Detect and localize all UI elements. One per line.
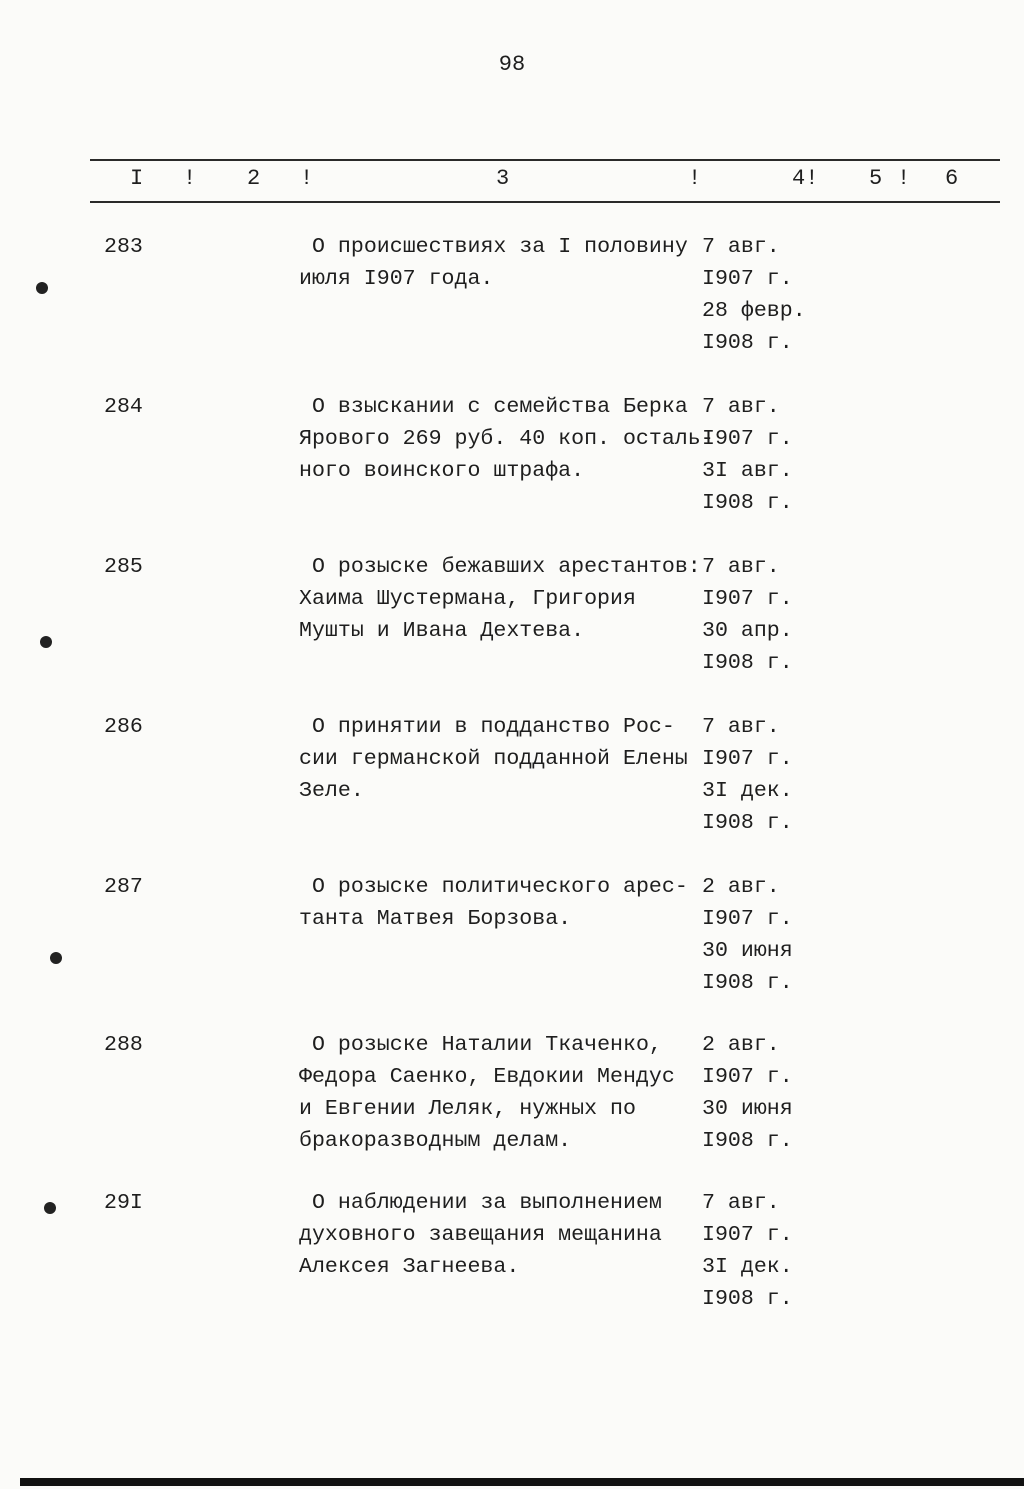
date-line: 30 июня [702, 939, 793, 963]
date-line: I908 г. [702, 651, 793, 675]
record-dates [702, 551, 793, 679]
header-bottom-rule [90, 201, 1000, 203]
record-dates [702, 1187, 793, 1315]
title-line: Алексея Загнеева. [299, 1255, 520, 1279]
date-line: I907 г. [702, 747, 793, 771]
title-line: О происшествиях за I половину [312, 235, 688, 259]
record-title [299, 1187, 662, 1283]
title-line: Мушты и Ивана Дехтева. [299, 619, 585, 643]
record-dates [702, 1029, 793, 1157]
title-line: ного воинского штрафа. [299, 459, 585, 483]
title-line: танта Матвея Борзова. [299, 907, 572, 931]
date-line: I908 г. [702, 811, 793, 835]
record-entry [0, 1029, 1024, 1169]
column-header-0: I [130, 166, 144, 191]
record-dates [702, 871, 793, 999]
record-dates [702, 711, 793, 839]
date-line: 30 июня [702, 1097, 793, 1121]
column-header-9: 6 [945, 166, 959, 191]
title-line: бракоразводным делам. [299, 1129, 572, 1153]
record-dates [702, 231, 806, 359]
date-line: I908 г. [702, 1129, 793, 1153]
binding-hole-mark [50, 952, 62, 964]
title-line: О принятии в подданство Рос- [312, 715, 675, 739]
title-line: О розыске политического арес- [312, 875, 688, 899]
record-number: 286 [104, 715, 143, 739]
record-title [299, 391, 714, 487]
title-line: и Евгении Леляк, нужных по [299, 1097, 636, 1121]
date-line: 3I дек. [702, 1255, 793, 1279]
record-number: 29I [104, 1191, 143, 1215]
date-line: I907 г. [702, 1223, 793, 1247]
date-line: 28 февр. [702, 299, 806, 323]
date-line: 3I дек. [702, 779, 793, 803]
title-line: духовного завещания мещанина [299, 1223, 662, 1247]
record-number: 285 [104, 555, 143, 579]
record-entry [0, 551, 1024, 691]
column-header-3: ! [300, 166, 314, 191]
record-entry [0, 391, 1024, 531]
column-header-7: 5 [869, 166, 883, 191]
record-number: 288 [104, 1033, 143, 1057]
record-number: 283 [104, 235, 143, 259]
date-line: 30 апр. [702, 619, 793, 643]
date-line: 7 авг. [702, 715, 780, 739]
date-line: I908 г. [702, 1287, 793, 1311]
record-entry [0, 1187, 1024, 1327]
record-entry [0, 711, 1024, 851]
title-line: О розыске Наталии Ткаченко, [312, 1033, 662, 1057]
column-header-8: ! [897, 166, 911, 191]
title-line: Ярового 269 руб. 40 коп. осталь- [299, 427, 714, 451]
title-line: Хаима Шустермана, Григория [299, 587, 636, 611]
title-line: Федора Саенко, Евдокии Мендус [299, 1065, 675, 1089]
binding-hole-mark [36, 282, 48, 294]
date-line: 7 авг. [702, 235, 780, 259]
column-header-4: 3 [496, 166, 510, 191]
column-header-2: 2 [247, 166, 261, 191]
record-entry [0, 231, 1024, 371]
bottom-edge-bar [20, 1478, 1024, 1486]
date-line: I907 г. [702, 907, 793, 931]
record-title [299, 1029, 675, 1157]
title-line: Зеле. [299, 779, 364, 803]
record-number: 284 [104, 395, 143, 419]
record-number: 287 [104, 875, 143, 899]
column-header-1: ! [183, 166, 197, 191]
date-line: I908 г. [702, 331, 793, 355]
column-header-5: ! [688, 166, 702, 191]
date-line: I907 г. [702, 1065, 793, 1089]
date-line: 7 авг. [702, 1191, 780, 1215]
column-header-6: 4! [792, 166, 819, 191]
record-dates [702, 391, 793, 519]
date-line: I908 г. [702, 971, 793, 995]
title-line: сии германской подданной Елены [299, 747, 688, 771]
date-line: I907 г. [702, 267, 793, 291]
title-line: О наблюдении за выполнением [312, 1191, 662, 1215]
record-title [299, 871, 688, 935]
date-line: I907 г. [702, 587, 793, 611]
binding-hole-mark [40, 636, 52, 648]
record-title [299, 231, 688, 295]
title-line: О взыскании с семейства Берка [312, 395, 688, 419]
record-title [299, 551, 701, 647]
date-line: 3I авг. [702, 459, 793, 483]
date-line: I907 г. [702, 427, 793, 451]
binding-hole-mark [44, 1202, 56, 1214]
date-line: I908 г. [702, 491, 793, 515]
header-top-rule [90, 159, 1000, 161]
title-line: О розыске бежавших арестантов: [312, 555, 701, 579]
date-line: 2 авг. [702, 875, 780, 899]
record-title [299, 711, 688, 807]
page-number: 98 [498, 52, 526, 77]
date-line: 7 авг. [702, 395, 780, 419]
title-line: июля I907 года. [299, 267, 494, 291]
date-line: 2 авг. [702, 1033, 780, 1057]
date-line: 7 авг. [702, 555, 780, 579]
record-entry [0, 871, 1024, 1011]
